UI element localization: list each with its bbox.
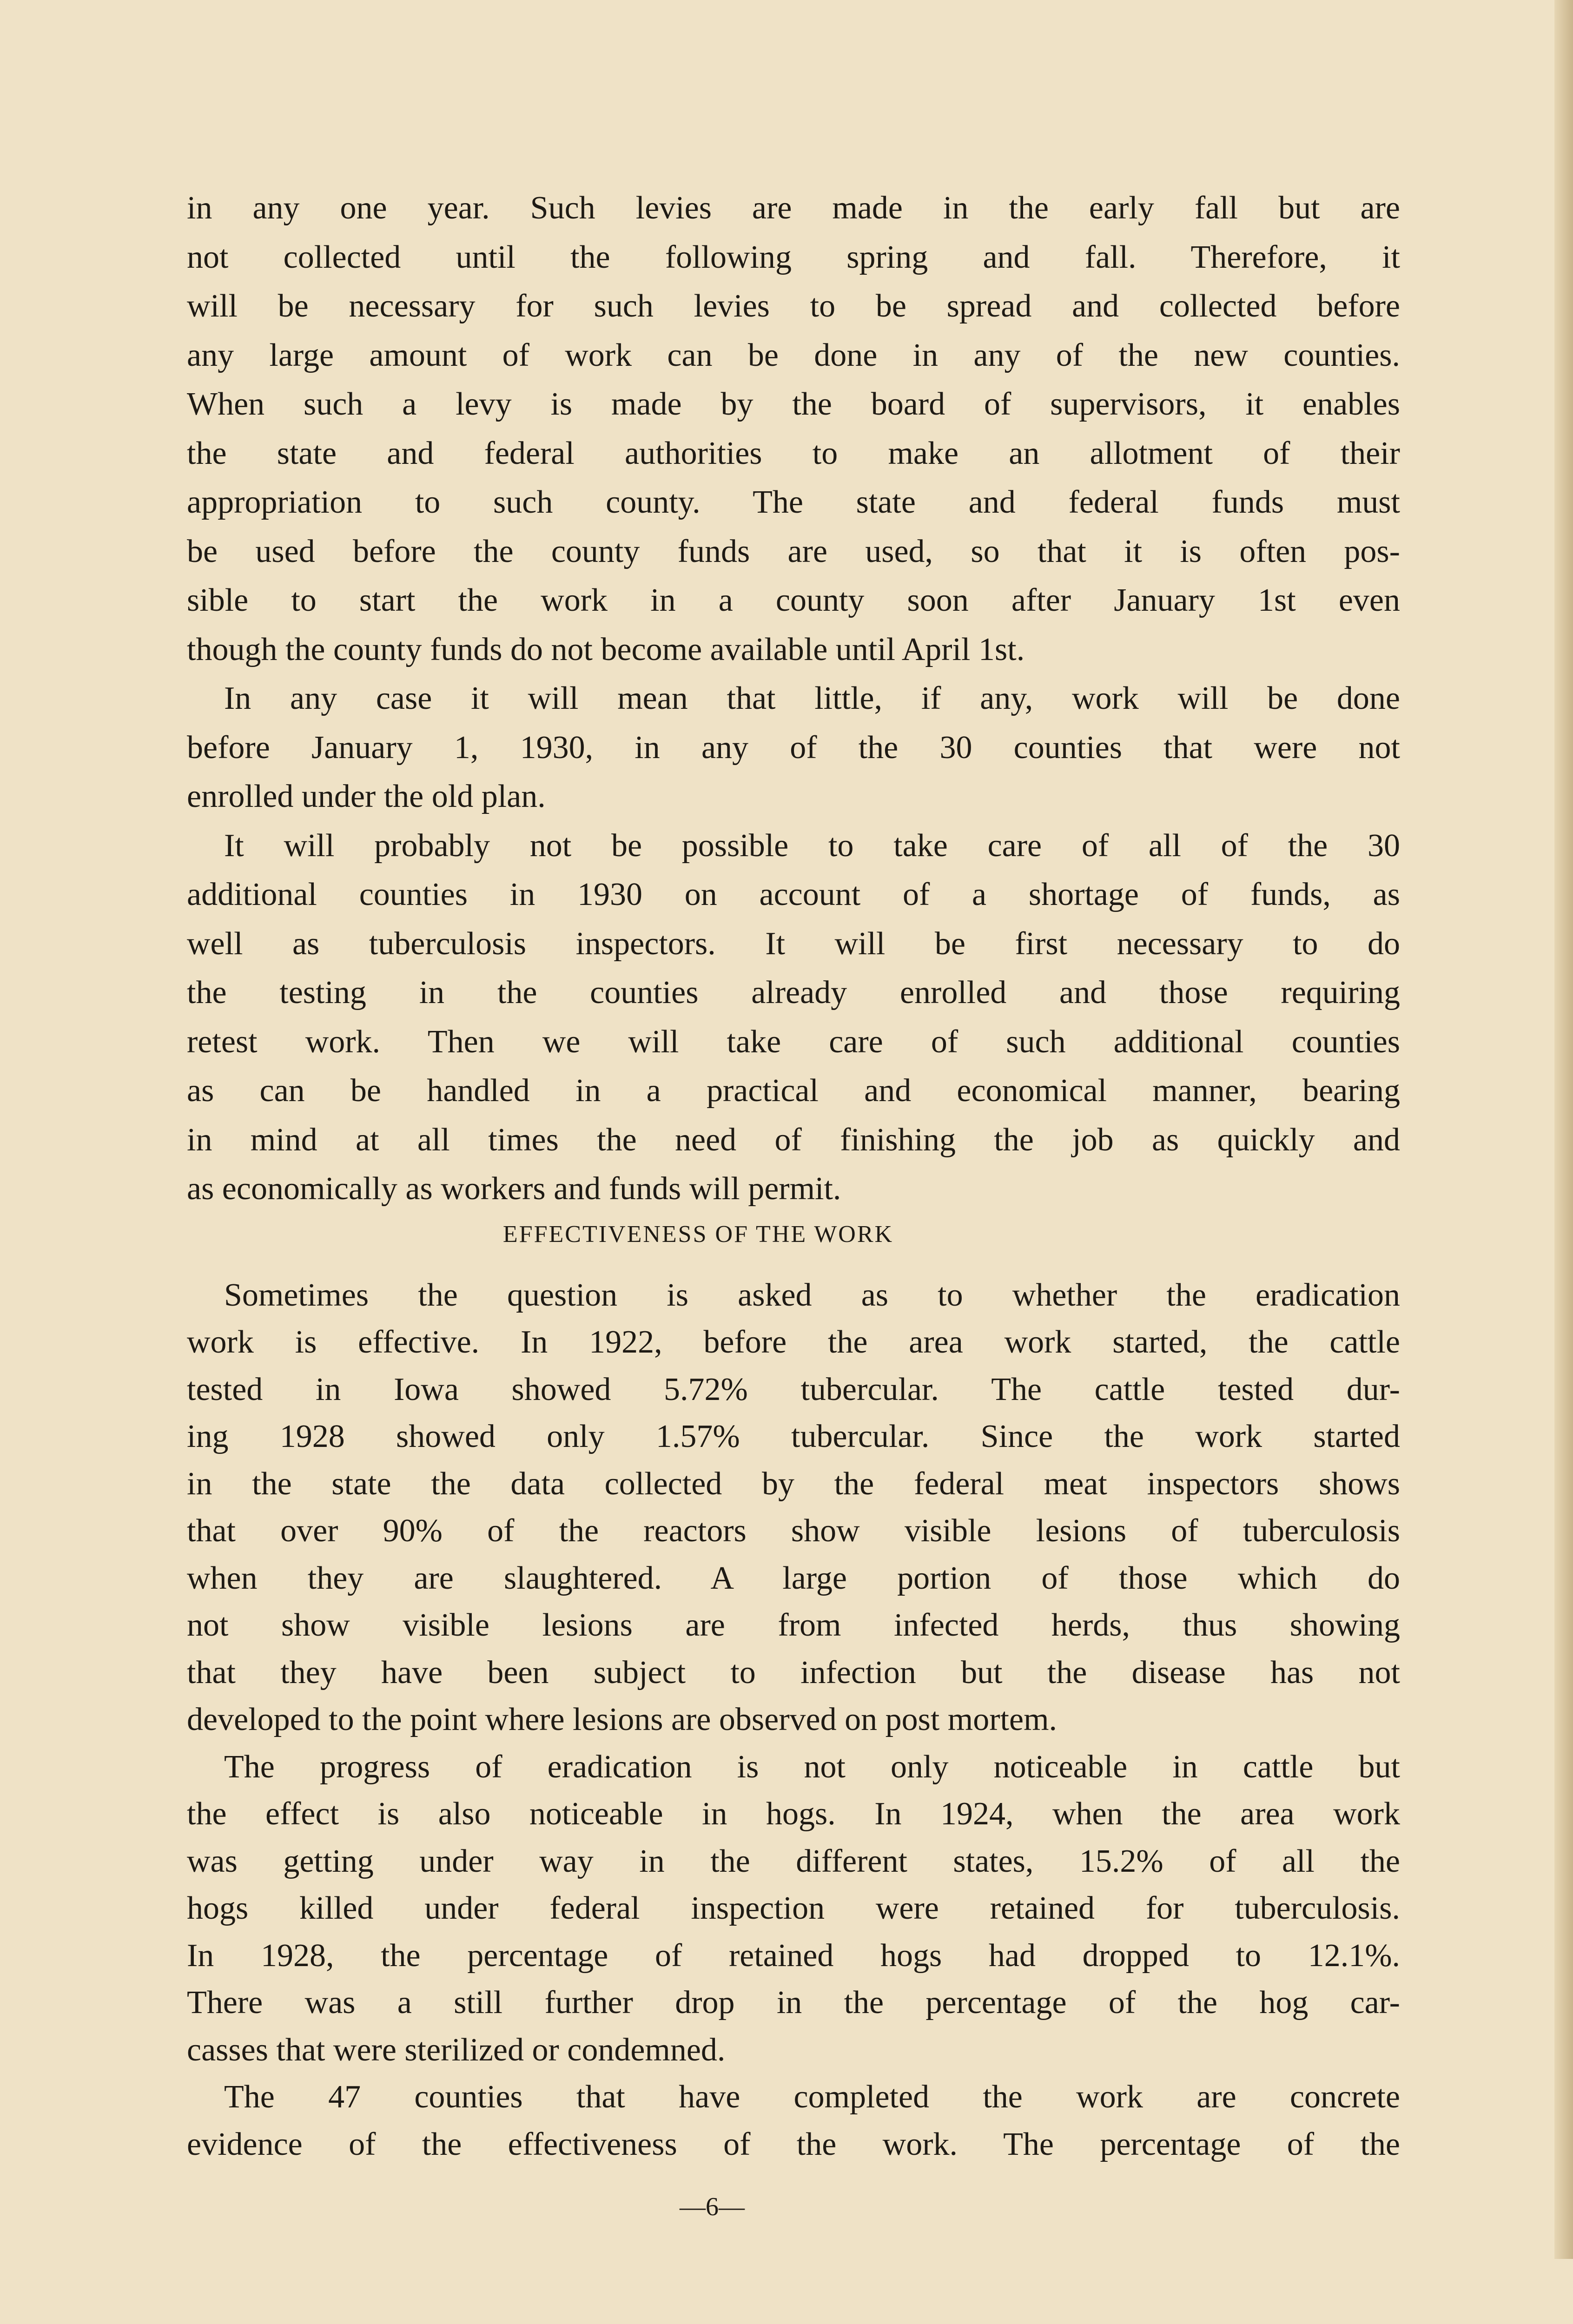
text-line: Sometimes the question is asked as to whether the eradication (224, 1277, 1400, 1313)
paragraph (187, 1272, 1400, 1743)
section-body-2 (187, 1272, 1400, 2168)
text-line: appropriation to such county. The state and federal funds must (187, 484, 1400, 520)
paragraph (187, 821, 1400, 1214)
text-line: before January 1, 1930, in any of the 30 counties that were not (187, 729, 1400, 766)
text-line: enrolled under the old plan. (187, 779, 546, 814)
text-line: was getting under way in the different states, 15.2% of all the (187, 1843, 1400, 1879)
text-line: as can be handled in a practical and economical manner, bearing (187, 1073, 1400, 1109)
text-line: It will probably not be possible to take care of all of the 30 (224, 827, 1400, 864)
text-line: evidence of the effectiveness of the work. The percentage of the (187, 2126, 1400, 2162)
text-line: ing 1928 showed only 1.57% tubercular. Since the work started (187, 1419, 1400, 1454)
paragraph (187, 674, 1400, 821)
text-line: In any case it will mean that little, if any, work will be done (224, 680, 1400, 716)
text-line: well as tuberculosis inspectors. It will be first necessary to do (187, 925, 1400, 962)
text-line: additional counties in 1930 on account of a shortage of funds, as (187, 877, 1400, 912)
text-line: sible to start the work in a county soon after January 1st even (187, 582, 1400, 618)
text-line: the state and federal authorities to make an allotment of their (187, 435, 1400, 471)
text-line: in any one year. Such levies are made in the early fall but are (187, 190, 1400, 226)
text-line: retest work. Then we will take care of such additional counties (187, 1023, 1400, 1060)
text-line: though the county funds do not become available until April 1st. (187, 631, 1025, 667)
text-line: There was a still further drop in the percentage of the hog car- (187, 1985, 1400, 2020)
text-line: not collected until the following spring and fall. Therefore, it (187, 239, 1400, 275)
paragraph (187, 2073, 1400, 2168)
page-edge (1554, 0, 1573, 2259)
text-line: work is effective. In 1922, before the area work started, the cattle (187, 1324, 1400, 1360)
text-line: as economically as workers and funds will permit. (187, 1171, 841, 1207)
text-line: in the state the data collected by the federal meat inspectors shows (187, 1466, 1400, 1502)
section-heading-text: EFFECTIVENESS OF THE WORK (502, 1221, 894, 1248)
page-number (0, 2192, 1573, 2222)
text-line: developed to the point where lesions are observed on post mortem. (187, 1702, 1057, 1737)
paragraph (187, 184, 1400, 674)
text-line: not show visible lesions are from infected herds, thus showing (187, 1607, 1400, 1643)
section-body-1 (187, 184, 1400, 1214)
text-line: the effect is also noticeable in hogs. In 1924, when the area work (187, 1796, 1400, 1832)
section-heading (0, 1214, 1573, 1255)
text-line: any large amount of work can be done in any of the new counties. (187, 337, 1400, 373)
text-line: when they are slaughtered. A large portion of those which do (187, 1560, 1400, 1596)
text-line: the testing in the counties already enrolled and those requiring (187, 975, 1400, 1010)
paragraph (187, 1743, 1400, 2074)
text-line: In 1928, the percentage of retained hogs had dropped to 12.1%. (187, 1937, 1400, 1974)
text-line: The 47 counties that have completed the work are concrete (224, 2079, 1400, 2115)
text-line: will be necessary for such levies to be spread and collected before (187, 288, 1400, 324)
text-line: be used before the county funds are used, so that it is often pos- (187, 533, 1400, 569)
text-line: that over 90% of the reactors show visible lesions of tuberculosis (187, 1513, 1400, 1549)
text-line: tested in Iowa showed 5.72% tubercular. The cattle tested dur- (187, 1371, 1400, 1407)
page-number-text: —6— (680, 2192, 745, 2221)
text-line: When such a levy is made by the board of supervisors, it enables (187, 386, 1400, 422)
text-line: The progress of eradication is not only noticeable in cattle but (224, 1749, 1400, 1785)
text-line: that they have been subject to infection but the disease has not (187, 1654, 1400, 1690)
text-line: casses that were sterilized or condemned. (187, 2032, 726, 2068)
text-line: hogs killed under federal inspection were retained for tuberculosis. (187, 1890, 1400, 1926)
text-line: in mind at all times the need of finishing the job as quickly and (187, 1122, 1400, 1158)
